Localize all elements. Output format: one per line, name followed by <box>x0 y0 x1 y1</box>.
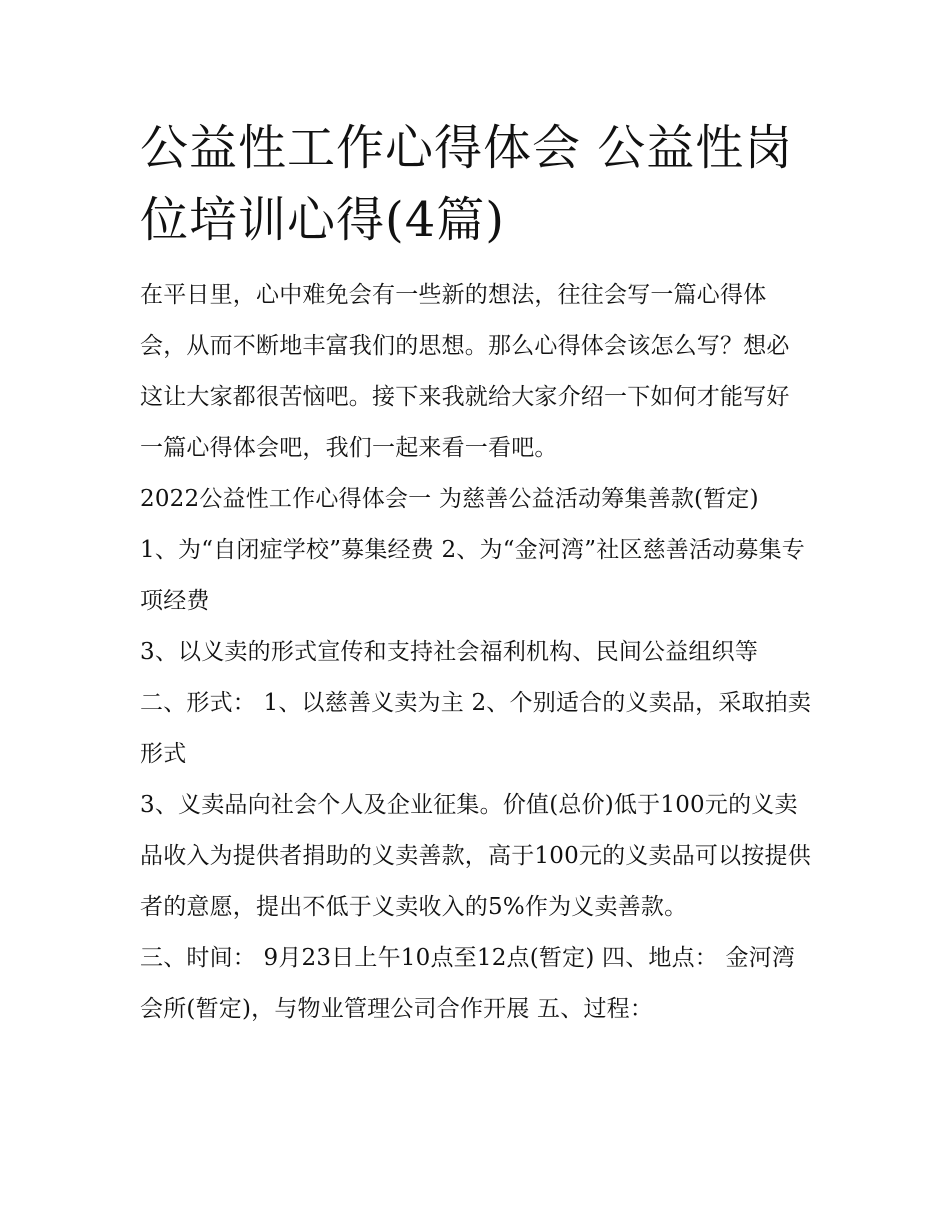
paragraph-purpose-1-2: 1、为“自闭症学校”募集经费 2、为“金河湾”社区慈善活动募集专项经费 <box>140 537 806 614</box>
paragraph-time-location: 三、时间： 9月23日上午10点至12点(暂定) 四、地点： 金河湾会所(暂定)，与物业管理公司合作开展 五、过程： <box>140 945 796 1022</box>
paragraph-format: 二、形式： 1、以慈善义卖为主 2、个别适合的义卖品，采取拍卖形式 <box>140 690 812 767</box>
paragraph-section-heading: 2022公益性工作心得体会一 为慈善公益活动筹集善款(暂定) <box>140 486 759 512</box>
paragraph-purpose-3: 3、以义卖的形式宣传和支持社会福利机构、民间公益组织等 <box>140 639 759 665</box>
paragraph-intro: 在平日里，心中难免会有一些新的想法，往往会写一篇心得体会，从而不断地丰富我们的思想。那么心得体会该怎么写？想必这让大家都很苦恼吧。接下来我就给大家介绍一下如何才能写好一篇心得体会吧，我们一起来看一看吧。 <box>140 282 790 461</box>
paragraph-format-3: 3、义卖品向社会个人及企业征集。价值(总价)低于100元的义卖品收入为提供者捐助的义卖善款，高于100元的义卖品可以按提供者的意愿，提出不低于义卖收入的5%作为义卖善款。 <box>140 792 811 920</box>
document-title: 公益性工作心得体会 公益性岗位培训心得(4篇) <box>140 120 794 248</box>
document-body <box>140 270 812 1035</box>
document-content <box>140 112 812 1035</box>
